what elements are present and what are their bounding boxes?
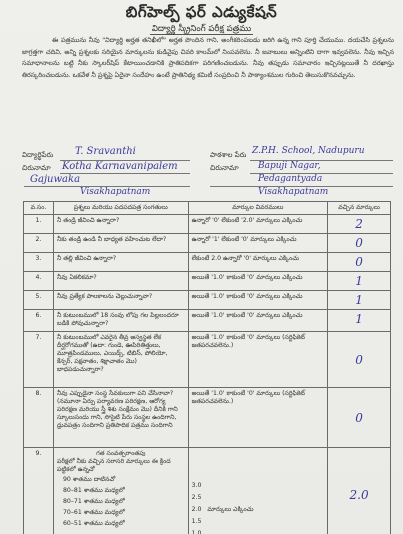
student-address-value-2: Gajuwaka [30, 174, 81, 185]
student-address-value-3: Visakhapatnam [80, 187, 151, 197]
row-number: 1. [24, 215, 54, 234]
row-number: 6. [24, 310, 54, 332]
scale-value: 2.0 [191, 506, 202, 513]
scale-value: 2.5 [191, 494, 202, 501]
form-subtitle-text: విద్యార్థి స్క్రీనింగ్ పరీక్ష పత్రము [151, 24, 252, 34]
row-question: నీకు తండ్రి ఉండి నీ బాధ్యత వహించుట లేదా? [53, 234, 188, 253]
row-score-cell[interactable] [328, 310, 391, 332]
table-row [24, 253, 391, 272]
grade-option: 60–51 శాతము మధ్యలో [62, 520, 125, 527]
col-header-marks-details: మార్కుల వివరములు [188, 202, 328, 215]
row-score: 1 [355, 293, 363, 307]
row-score-cell[interactable] [328, 234, 391, 253]
col-header-question: ప్రశ్నలు మరియు పదపదపత్ర సంగతులు [53, 202, 188, 215]
row-score-cell[interactable] [328, 215, 391, 234]
table-row [24, 310, 391, 332]
row-score-cell[interactable] [328, 291, 391, 310]
grade-option: 70–61 శాతము మధ్యలో [62, 509, 125, 516]
school-name-value: Z.P.H. School, Nadupuru [252, 146, 365, 156]
row-marks-rule: అయితే '1.0' కాకుంటే '0' మార్కులు ఎక్కించు [188, 310, 328, 332]
school-address-value-1: Bapuji Nagar, [258, 161, 321, 171]
student-name-label: విద్యార్థిపేరు [22, 151, 54, 159]
school-address-value-2: Pedagantyada [258, 174, 323, 184]
row-number: 8. [24, 388, 54, 448]
row-question: నీ తండ్రి జీవించి ఉన్నారా? [53, 215, 188, 234]
row-marks-rule: అయితే '1.0' కాకుంటే '0' మార్కులు (సర్టిఫికెట్ జతపరచవలెను.) [188, 388, 328, 448]
row-marks-rule: అయితే '1.0' కాకుంటే '0' మార్కులు ఎక్కించు [188, 272, 328, 291]
table-row [24, 215, 391, 234]
row-score-cell[interactable] [328, 253, 391, 272]
row-number: 4. [24, 272, 54, 291]
grade-option: 80–81 శాతము మధ్యలో [62, 487, 125, 494]
row-score: 0 [355, 255, 363, 269]
row-question: నీ తల్లి జీవించి ఉన్నారా? [53, 253, 188, 272]
row-question: నీ కుటుంబములో 18 సంవు లోపు గల పిల్లలందరూ బడికి పోవుచున్నారా? [53, 310, 188, 332]
row-score-cell[interactable] [328, 388, 391, 448]
row-marks-rule: ఉన్నారో '1' లేకుంటే '0' మార్కులు ఎక్కించు [188, 234, 328, 253]
row-score: 0 [355, 236, 363, 250]
row-marks-rule: అయితే '1.0' కాకుంటే '0' మార్కులు (సర్టిఫికెట్ జతపరచవలెను.) [188, 332, 328, 388]
row-score: 0 [355, 410, 363, 425]
row-number: 9. [24, 448, 54, 534]
table-row [24, 234, 391, 253]
school-address-label: చిరునామా [210, 164, 239, 172]
row-score-cell[interactable] [328, 272, 391, 291]
row-score: 2.0 [349, 488, 369, 502]
row-score-cell[interactable] [328, 332, 391, 388]
row-score: 0 [355, 352, 363, 367]
row-marks-rule: లేకుంటే 2.0 ఉన్నారో '0' మార్కులు ఎక్కించు [188, 253, 328, 272]
school-address-value-3: Visakhapatnam [258, 187, 329, 197]
row-marks-rule: అయితే '1.0' కాకుంటే '0' మార్కులు ఎక్కించు [188, 291, 328, 310]
student-address-value-1: Kotha Karnavanipalem [62, 161, 178, 172]
row-question: నీవు ప్రత్యేక పాలకాలను చెల్లుచున్నావా? [53, 291, 188, 310]
row-score: 1 [355, 312, 363, 326]
row-question-body: పరీక్షలో నీకు వచ్చిన సరాసరి మార్కులు ఈ క్రింద పట్టికలో ఉన్నచో [56, 458, 171, 473]
row-marks-rule [188, 448, 328, 534]
col-header-marks-obtained: వచ్చిన మార్కులు [328, 202, 391, 215]
row-question: నీవు ఎప్పుడైనా సంస్థ సేవకులుగా పని చేసినావా? (నమూనా ఏర్పు పర్యావరణ పరిరక్షణ, ఆరోగ్య పరిరక్షణ మరియు స్త్రీ శిశు సంక్షేమం మొ) దీనికి గాని స్కూలుసందు గాని, సొసైటి పేరు సంస్థల ఉందిగాని, ధ్రువపత్రం సందిగాని ప్రతిపాదిక పత్రము సందిగాని [53, 388, 188, 448]
school-name-label: పాఠశాల పేరు [210, 151, 247, 159]
instructions-paragraph: ఈ పత్రమును నీవు "విద్యార్థి అర్హత తనిఖీలో" అర్హత పొందిన గాని, అంగీకరింపబడు జరిగి ఉన్న గాని పూర్తి చేయుము. దయచేసి ప్రశ్నలను జాగ్రత్తగా చదివి, అన్ని ప్రశ్నలకు సరియైన మార్కులను కుడివైపు చివరి కాలమ్‌లో నింపవలెను. నీ జవాబులు అన్నింటిని దాగా ఇవ్వవలెను. నీవు ఇచ్చిన సమాధానాలను బట్టి నీకు స్కాలర్‌షిప్ కేటాయించడానికి ప్రాతిపదికగా పరిగణించబడును. నీవు తప్పుడు సమాచారం ఇచ్చినట్లయితే నీ దరఖాస్తు తిరస్కరించబడును. ఒకవేళ నీ ప్రశ్నపై ఏదైనా సందేహం ఉంటే ప్రాతినిథ్య కమిటీ సంప్రదించి నీ పాఠ్యాంశముల గురించి తెలుసుకొనవచ్చును. [22, 36, 394, 79]
row-question: నీ కుటుంబములో ఎవరైన తీవ్ర అస్వస్థత లేక దీర్ఘరోగముతో (ఉదా: గుండె, ఊపిరితిత్తులు, మూత్రపిండములు, ఎయిడ్స్, టిబిస్, పోలియో, కేన్సర్, పక్షవాతం, శిక్షాచాతం మొ) బాధపడుచున్నారా? [53, 332, 188, 388]
row-marks-rule: ఉన్నారో '0' లేకుంటే '2.0' మార్కులు ఎక్కించు [188, 215, 328, 234]
row-question: నీవు ఏకలికమా? [53, 272, 188, 291]
table-row [24, 272, 391, 291]
student-address-label: చిరునామా [22, 164, 51, 172]
table-row [24, 388, 391, 448]
scale-value: 3.0 [191, 482, 202, 489]
table-row [24, 291, 391, 310]
marks-scale [192, 480, 325, 534]
row-number: 2. [24, 234, 54, 253]
table-row [24, 332, 391, 388]
scale-value: 1.5 [191, 518, 202, 525]
grade-option: 90 శాతము దాటినచో [62, 476, 116, 483]
marks-instruction: మార్కులు ఎక్కించు [207, 506, 254, 513]
row-score-cell[interactable] [328, 448, 391, 534]
table-header-row [24, 202, 391, 215]
row-score: 1 [355, 274, 363, 288]
col-header-serial: వ.సం. [24, 202, 54, 215]
student-name-value: T. Sravanthi [75, 146, 136, 157]
row-score: 2 [355, 217, 363, 231]
row-number: 3. [24, 253, 54, 272]
grade-option: 80–71 శాతము మధ్యలో [62, 498, 125, 505]
form-title: బిగ్‌హెల్ప్ ఫర్ ఎడ్యుకేషన్ [125, 3, 278, 21]
marks-scale-values [192, 480, 202, 534]
row-question [53, 448, 188, 534]
row-number: 7. [24, 332, 54, 388]
scale-value: 1.0 [191, 530, 202, 534]
row-question-title: గత సంవత్సరాంతపు [96, 450, 146, 457]
table-row [24, 448, 391, 534]
screening-table [23, 201, 391, 534]
row-number: 5. [24, 291, 54, 310]
